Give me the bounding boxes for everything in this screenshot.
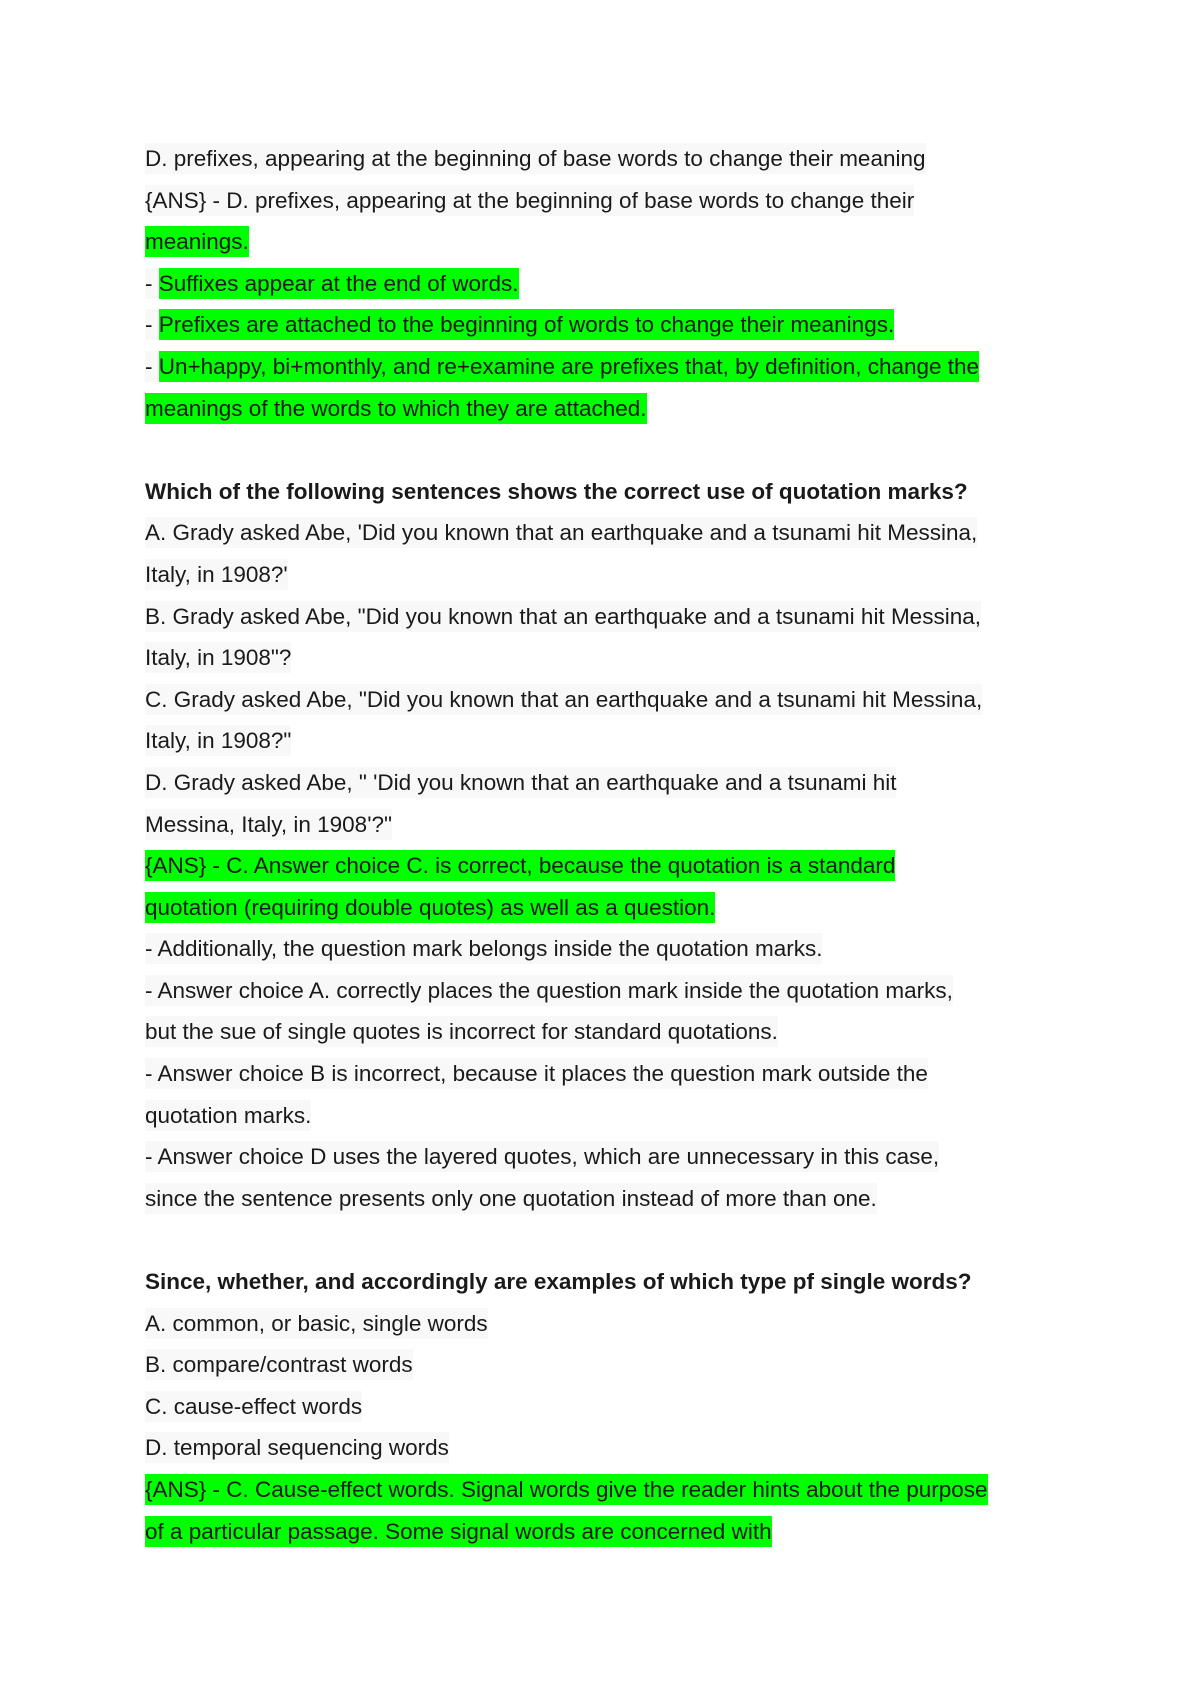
line-text: Since, whether, and accordingly are examples of which type pf single words? xyxy=(145,1269,972,1295)
text-line xyxy=(145,1386,1065,1428)
line-text: A. common, or basic, single words xyxy=(145,1308,488,1339)
line-text: Which of the following sentences shows the correct use of quotation marks? xyxy=(145,478,968,504)
text-line xyxy=(145,554,1065,596)
line-text: B. compare/contrast words xyxy=(145,1349,413,1380)
line-text: quotation marks. xyxy=(145,1100,311,1131)
highlighted-answer-text: Un+happy, bi+monthly, and re+examine are prefixes that, by definition, change the xyxy=(159,351,979,382)
text-line xyxy=(145,970,1065,1012)
blank-line xyxy=(145,429,1065,471)
text-line xyxy=(145,1303,1065,1345)
text-line xyxy=(145,388,1065,430)
text-line xyxy=(145,1011,1065,1053)
line-text: C. cause-effect words xyxy=(145,1391,362,1422)
line-text: - Answer choice D uses the layered quotes, which are unnecessary in this case, xyxy=(145,1141,939,1172)
line-text: B. Grady asked Abe, "Did you known that an earthquake and a tsunami hit Messina, xyxy=(145,601,981,632)
text-line xyxy=(145,928,1065,970)
line-text: - xyxy=(145,351,159,382)
line-text: Messina, Italy, in 1908'?" xyxy=(145,809,392,840)
question-heading xyxy=(145,471,1065,513)
highlighted-answer-text: Suffixes appear at the end of words. xyxy=(159,268,519,299)
line-text: D. Grady asked Abe, " 'Did you known that an earthquake and a tsunami hit xyxy=(145,767,896,798)
highlighted-answer-text: of a particular passage. Some signal words are concerned with xyxy=(145,1516,772,1547)
text-line xyxy=(145,637,1065,679)
text-line xyxy=(145,1095,1065,1137)
line-text: Italy, in 1908?' xyxy=(145,559,288,590)
blank-line xyxy=(145,1219,1065,1261)
text-line xyxy=(145,1136,1065,1178)
line-text: Italy, in 1908"? xyxy=(145,642,291,673)
text-line xyxy=(145,845,1065,887)
text-line xyxy=(145,221,1065,263)
line-text: D. temporal sequencing words xyxy=(145,1432,449,1463)
text-line xyxy=(145,887,1065,929)
line-text: - Answer choice A. correctly places the question mark inside the quotation marks, xyxy=(145,975,953,1006)
text-line xyxy=(145,679,1065,721)
line-text: since the sentence presents only one quotation instead of more than one. xyxy=(145,1183,877,1214)
text-line xyxy=(145,263,1065,305)
line-text: - Additionally, the question mark belongs inside the quotation marks. xyxy=(145,933,822,964)
line-text: {ANS} - D. prefixes, appearing at the beginning of base words to change their xyxy=(145,185,914,216)
text-line xyxy=(145,512,1065,554)
text-line xyxy=(145,720,1065,762)
line-text: C. Grady asked Abe, "Did you known that an earthquake and a tsunami hit Messina, xyxy=(145,684,982,715)
line-text: A. Grady asked Abe, 'Did you known that an earthquake and a tsunami hit Messina, xyxy=(145,517,977,548)
highlighted-answer-text: quotation (requiring double quotes) as well as a question. xyxy=(145,892,715,923)
text-line xyxy=(145,1053,1065,1095)
text-line xyxy=(145,138,1065,180)
text-line xyxy=(145,762,1065,804)
text-line xyxy=(145,180,1065,222)
line-text: - xyxy=(145,268,159,299)
line-text: - xyxy=(145,309,159,340)
highlighted-answer-text: {ANS} - C. Cause-effect words. Signal words give the reader hints about the purpose xyxy=(145,1474,988,1505)
highlighted-answer-text: {ANS} - C. Answer choice C. is correct, because the quotation is a standard xyxy=(145,850,895,881)
text-line xyxy=(145,304,1065,346)
question-heading xyxy=(145,1261,1065,1303)
highlighted-answer-text: meanings of the words to which they are attached. xyxy=(145,393,647,424)
text-line xyxy=(145,1427,1065,1469)
line-text: D. prefixes, appearing at the beginning of base words to change their meaning xyxy=(145,143,926,174)
highlighted-answer-text: Prefixes are attached to the beginning of words to change their meanings. xyxy=(159,309,894,340)
highlighted-answer-text: meanings. xyxy=(145,226,249,257)
text-line xyxy=(145,346,1065,388)
line-text: Italy, in 1908?" xyxy=(145,725,291,756)
text-line xyxy=(145,1511,1065,1553)
page-content xyxy=(145,138,1065,1552)
text-line xyxy=(145,1344,1065,1386)
text-line xyxy=(145,1178,1065,1220)
text-line xyxy=(145,596,1065,638)
text-line xyxy=(145,804,1065,846)
text-line xyxy=(145,1469,1065,1511)
line-text: but the sue of single quotes is incorrect for standard quotations. xyxy=(145,1016,778,1047)
line-text: - Answer choice B is incorrect, because it places the question mark outside the xyxy=(145,1058,928,1089)
